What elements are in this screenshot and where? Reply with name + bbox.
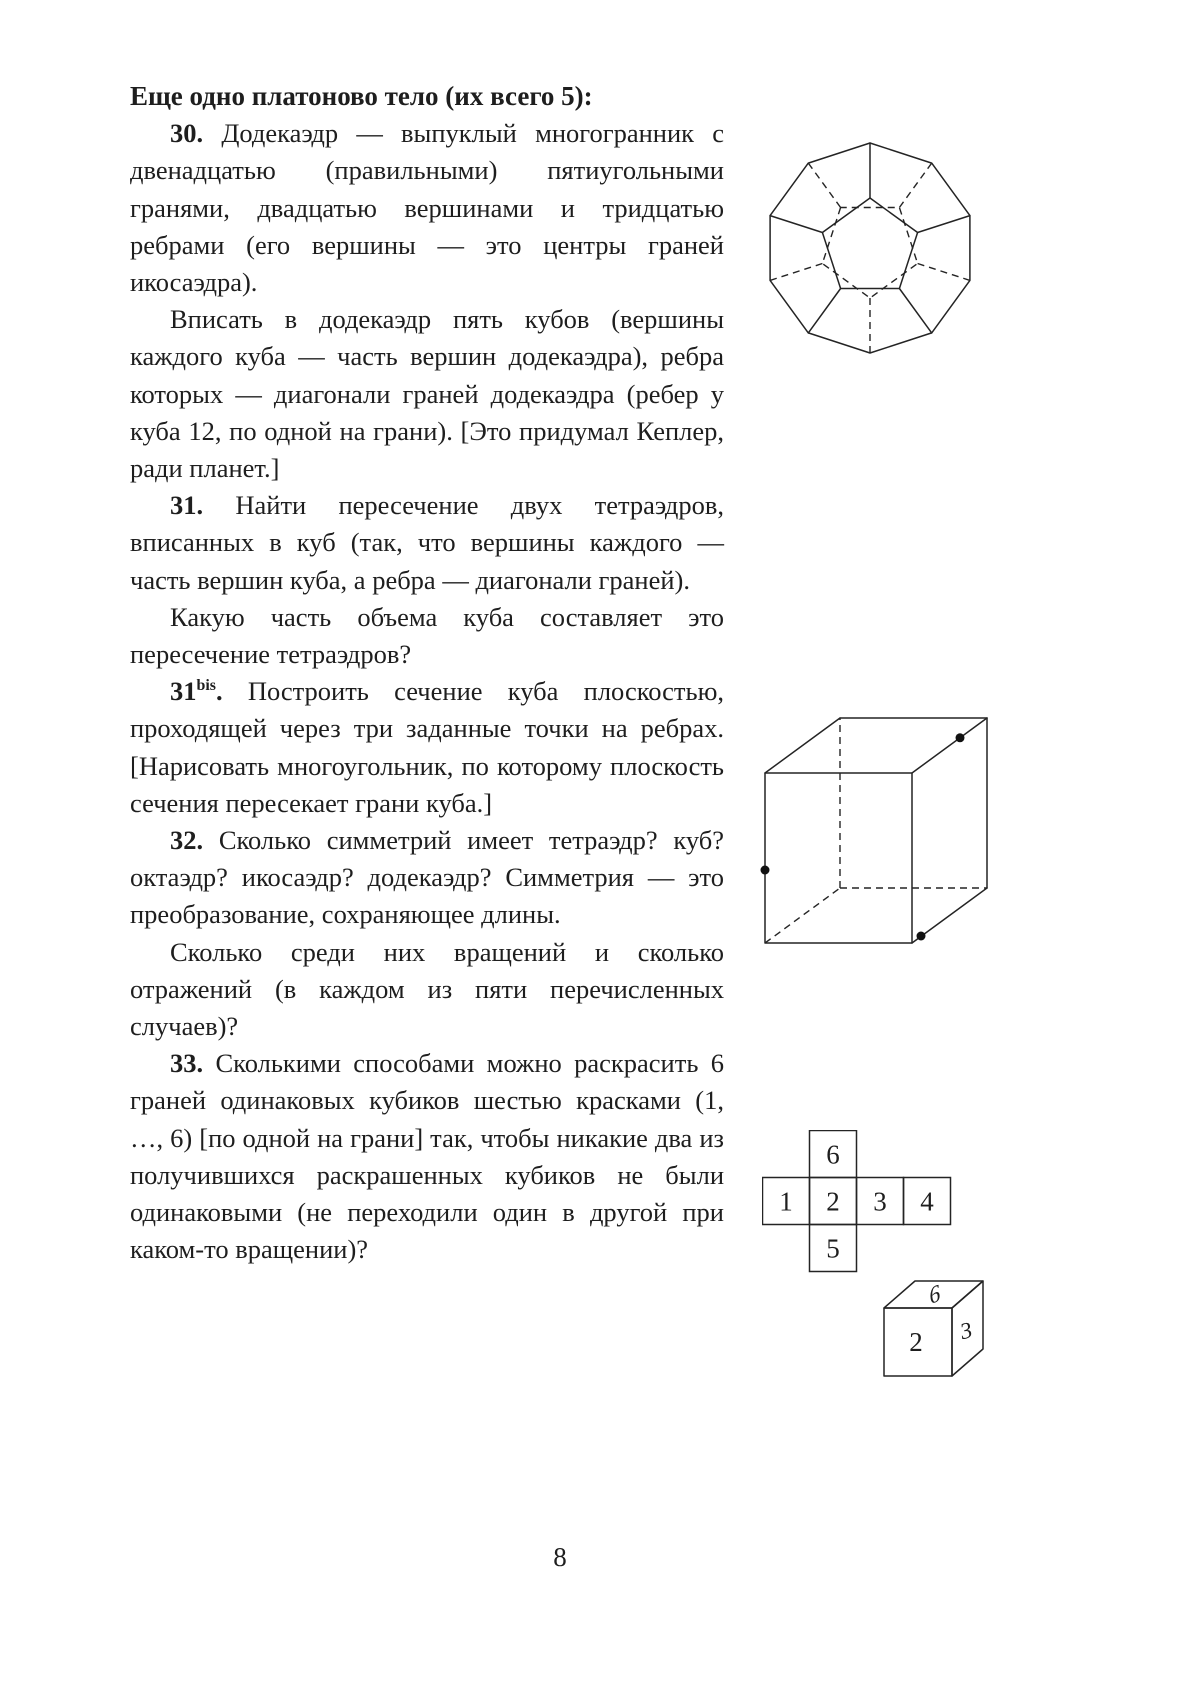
colored-cube-figure (876, 1276, 994, 1388)
problem-text: Построить сечение куба плоскостью, проходящей через три заданные точки на ребрах. [Нарисовать многоугольник, по которому плоскость сечения пересекает грани куба.] (130, 676, 725, 818)
cube-section-figure (752, 710, 997, 955)
back-pentagon-face-hidden (822, 208, 917, 299)
net-number-4: 4 (920, 1186, 934, 1217)
text-column (130, 78, 724, 1269)
small-cube-front-number: 2 (909, 1327, 923, 1357)
net-number-3: 3 (873, 1186, 887, 1217)
section-heading: Еще одно платоново тело (их всего 5): (130, 81, 593, 111)
problem-text: Вписать в додекаэдр пять кубов (вершины каждого куба — часть вершин додекаэдра), ребра которых — диагонали граней додекаэдра (ребер у куба 12, по одной на грани). [Это придумал Кеплер, ради планет.] (130, 304, 724, 484)
net-number-bottom: 5 (826, 1233, 840, 1264)
problem-text: Какую часть объема куба составляет это пересечение тетраэдров? (130, 601, 724, 670)
problem-number: 31. (170, 490, 204, 521)
net-number-1: 1 (779, 1186, 793, 1217)
cube-net-figure (762, 1130, 952, 1273)
problem-31 (130, 487, 724, 599)
cube-front-face (765, 773, 912, 943)
problem-number: 31 (170, 676, 197, 707)
problem-30 (130, 115, 724, 301)
net-number-top: 6 (826, 1139, 840, 1170)
edge-point-left (761, 866, 770, 875)
edge-point-top (956, 733, 965, 742)
cube-visible-edges (765, 718, 987, 943)
problem-text: Сколько симметрий имеет тетраэдр? куб? октаэдр? икосаэдр? додекаэдр? Симметрия — это преобразование, сохраняющее длины. (130, 825, 725, 930)
problem-number: 33. (170, 1048, 204, 1079)
problem-32 (130, 822, 724, 934)
problem-31-continued (130, 599, 724, 673)
problem-32-continued (130, 934, 724, 1046)
small-cube-top-number: 6 (927, 1279, 943, 1311)
problem-text: Додекаэдр — выпуклый многогранник с двенадцатью (правильными) пятиугольными гранями, двадцатью вершинами и тридцатью ребрами (его вершины — это центры граней икосаэдра). (130, 118, 725, 298)
problem-number: 30. (170, 118, 204, 149)
edge-points (761, 733, 965, 940)
problem-text: Сколькими способами можно раскрасить 6 граней одинаковых кубиков шестью красками (1, …, 6) [по одной на грани] так, чтобы никакие два из получившихся раскрашенных кубиков не были одинаковыми (не переходили один в другой при каком-то вращении)? (130, 1048, 725, 1265)
small-cube-right-number: 3 (957, 1317, 975, 1345)
net-number-2: 2 (826, 1186, 840, 1217)
page-number: 8 (553, 1542, 567, 1572)
problem-33 (130, 1045, 724, 1268)
problem-number-sup: bis (196, 677, 216, 695)
front-pentagon-face (822, 198, 917, 289)
problem-text: Найти пересечение двух тетраэдров, вписанных в куб (так, что вершины каждого — часть вершин куба, а ребра — диагонали граней). (130, 490, 724, 595)
cube-hidden-edges (765, 718, 987, 943)
dodecahedron-figure (752, 136, 988, 362)
edge-point-bottom-right (917, 932, 926, 941)
problem-number: 32. (170, 825, 204, 856)
problem-text: Сколько среди них вращений и сколько отражений (в каждом из пяти перечисленных случаев)? (130, 936, 724, 1042)
problem-31bis: $31^{bis}$. Построить сечение куба плоскостью, проходящей через три заданные точки на ребрах. [Нарисовать многоугольник, по которому плоскость сечения пересекает грани куба.] (130, 676, 725, 818)
problem-30-continued (130, 301, 724, 487)
